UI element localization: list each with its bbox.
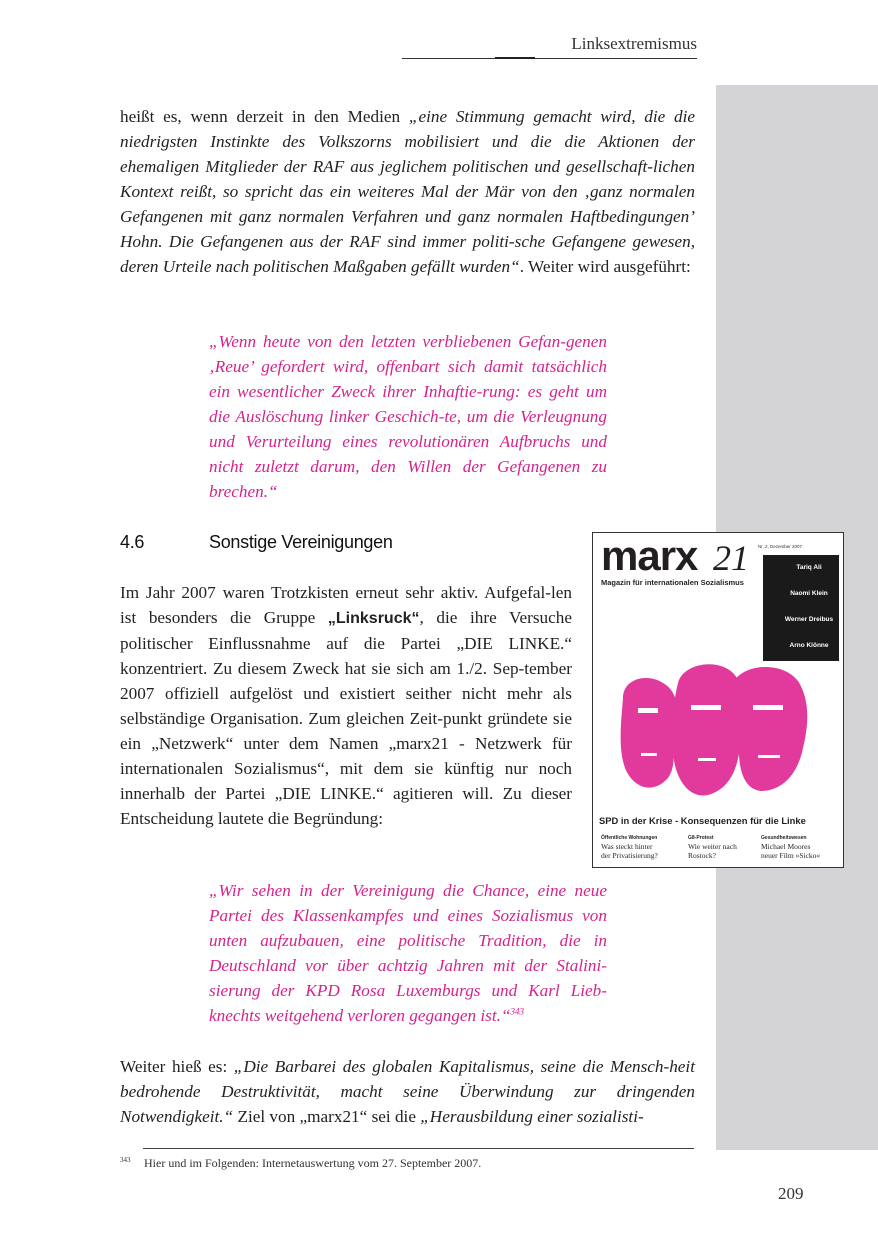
cover-teaser-line: Wie weiter nach xyxy=(688,842,737,851)
section-number: 4.6 xyxy=(120,532,145,552)
cover-teaser-line: neuer Film »Sicko« xyxy=(761,851,821,860)
paragraph-3 xyxy=(120,1054,695,1129)
text-run: Ziel von „marx21“ sei die xyxy=(233,1107,421,1126)
quote-inline: „Herausbildung einer sozialisti- xyxy=(420,1107,644,1126)
cover-teaser-line: Michael Moores xyxy=(761,842,811,851)
portrait-detail xyxy=(698,758,716,761)
magazine-cover-svg xyxy=(593,533,843,867)
footnote-rule xyxy=(143,1148,694,1149)
block-quote-2 xyxy=(209,878,607,1028)
paragraph-1 xyxy=(120,104,695,279)
portrait-detail xyxy=(638,708,658,713)
magazine-cover-image xyxy=(592,532,844,868)
text-run: Im Jahr 2007 waren Trotzkisten erneut sehr aktiv. Aufgefal-len ist besonders die Gruppe xyxy=(120,583,572,627)
running-head: Linksextremismus xyxy=(571,34,697,53)
cover-teaser-line: Was steckt hinter xyxy=(601,842,653,851)
portrait-detail xyxy=(691,705,721,710)
portrait-detail xyxy=(753,705,783,710)
group-name: „Linksruck“ xyxy=(327,610,420,627)
cover-name: Naomi Klein xyxy=(790,590,828,597)
cover-teaser-title: Gesundheitswesen xyxy=(761,835,807,841)
footnote-number: 343 xyxy=(120,1156,131,1164)
cover-headline: SPD in der Krise - Konsequenzen für die Linke xyxy=(599,815,806,826)
text-run: . Weiter wird ausgeführt: xyxy=(519,257,691,276)
quote-inline: „eine Stimmung gemacht wird, die die niedrigsten Instinkte des Volkszorns mobilisiert und die die Aktionen der ehemaligen Mitglieder der RAF aus jeglichem politischen und gesellschaft-lichen Kontext reißt, so spricht das ein weiteres Mal der Mär von den ‚ganz normalen Gefangenen mit ganz normalen Verfahren und ganz normalen Haftbedingungen’ Hohn. Die Gefangenen aus der RAF sind immer politi-sche Gefangene gewesen, deren Urteile nach politischen Maßgaben gefällt wurden“ xyxy=(120,107,695,276)
header-rule-accent xyxy=(495,57,535,59)
cover-logo-number: 21 xyxy=(713,538,749,578)
footnote-text: Hier und im Folgenden: Internetauswertung vom 27. September 2007. xyxy=(144,1156,482,1170)
page-number: 209 xyxy=(778,1184,804,1203)
cover-teaser-title: G8-Protest xyxy=(688,835,714,841)
section-title: Sonstige Vereinigungen xyxy=(209,532,393,552)
cover-name: Tariq Ali xyxy=(796,564,822,571)
portrait-detail xyxy=(758,755,780,758)
text-run: Weiter hieß es: xyxy=(120,1057,234,1076)
text-run: heißt es, wenn derzeit in den Medien xyxy=(120,107,409,126)
footnote xyxy=(120,1156,481,1171)
block-quote-1: „Wenn heute von den letzten verbliebenen Gefan-genen ‚Reue’ gefordert wird, offenbart sich damit tatsächlich ein wesentlicher Zweck ihrer Inhaftie-rung: es geht um die Auslöschung linker Geschich-te, um die Verleugnung und Verurteilung eines revolutionären Aufbruchs und nicht zuletzt darum, den Willen der Gefangenen zu brechen.“ xyxy=(209,332,607,501)
footnote-ref: 343 xyxy=(510,1006,525,1017)
portrait-left xyxy=(621,678,678,788)
cover-teaser-title: Öffentliche Wohnungen xyxy=(601,835,658,841)
cover-teaser-line: Rostock? xyxy=(688,851,716,860)
paragraph-2 xyxy=(120,580,572,831)
cover-issue: Nr. 2, Dezember 2007 xyxy=(758,544,803,549)
cover-name: Werner Dreibus xyxy=(784,616,834,623)
cover-teaser-line: der Privatisierung? xyxy=(601,851,658,860)
header-rule xyxy=(402,58,697,59)
quote-inline: „Die Barbarei des globalen Kapitalismus, seine die Mensch-heit bedrohende Destruktivität, macht seine Überwindung zur dringenden Notwendigkeit.“ xyxy=(120,1057,695,1126)
quote-text: „Wir sehen in der Vereinigung die Chance, eine neue Partei des Klassenkampfes und eines Sozialismus von unten aufzubauen, eine politische Tradition, die in Deutschland vor über achtzig Jahren mit der Stalini-sierung der KPD Rosa Luxemburgs und Karl Lieb-knechts weitgehend verloren gegangen ist.“ xyxy=(209,881,607,1025)
text-run: , die ihre Versuche politischer Einflussnahme auf die Partei „DIE LINKE.“ konzentriert. Zu diesem Zweck hat sie sich am 1./2. Sep-tember 2007 offiziell aufgelöst und existiert seither nicht mehr als selbständige Organisation. Zum gleichen Zeit-punkt gründete sie ein „Netzwerk“ unter dem Namen „marx21 - Netzwerk für internationalen Sozialismus“, mit dem sie künftig nur noch innerhalb der Partei „DIE LINKE.“ agitieren will. Zu dieser Entscheidung lautete die Begründung: xyxy=(120,608,572,828)
cover-name: Arno Klönne xyxy=(789,642,829,649)
portrait-detail xyxy=(641,753,657,756)
cover-portraits xyxy=(621,664,808,795)
cover-subtitle: Magazin für internationalen Sozialismus xyxy=(601,578,744,587)
cover-logo-main: marx xyxy=(601,533,698,579)
